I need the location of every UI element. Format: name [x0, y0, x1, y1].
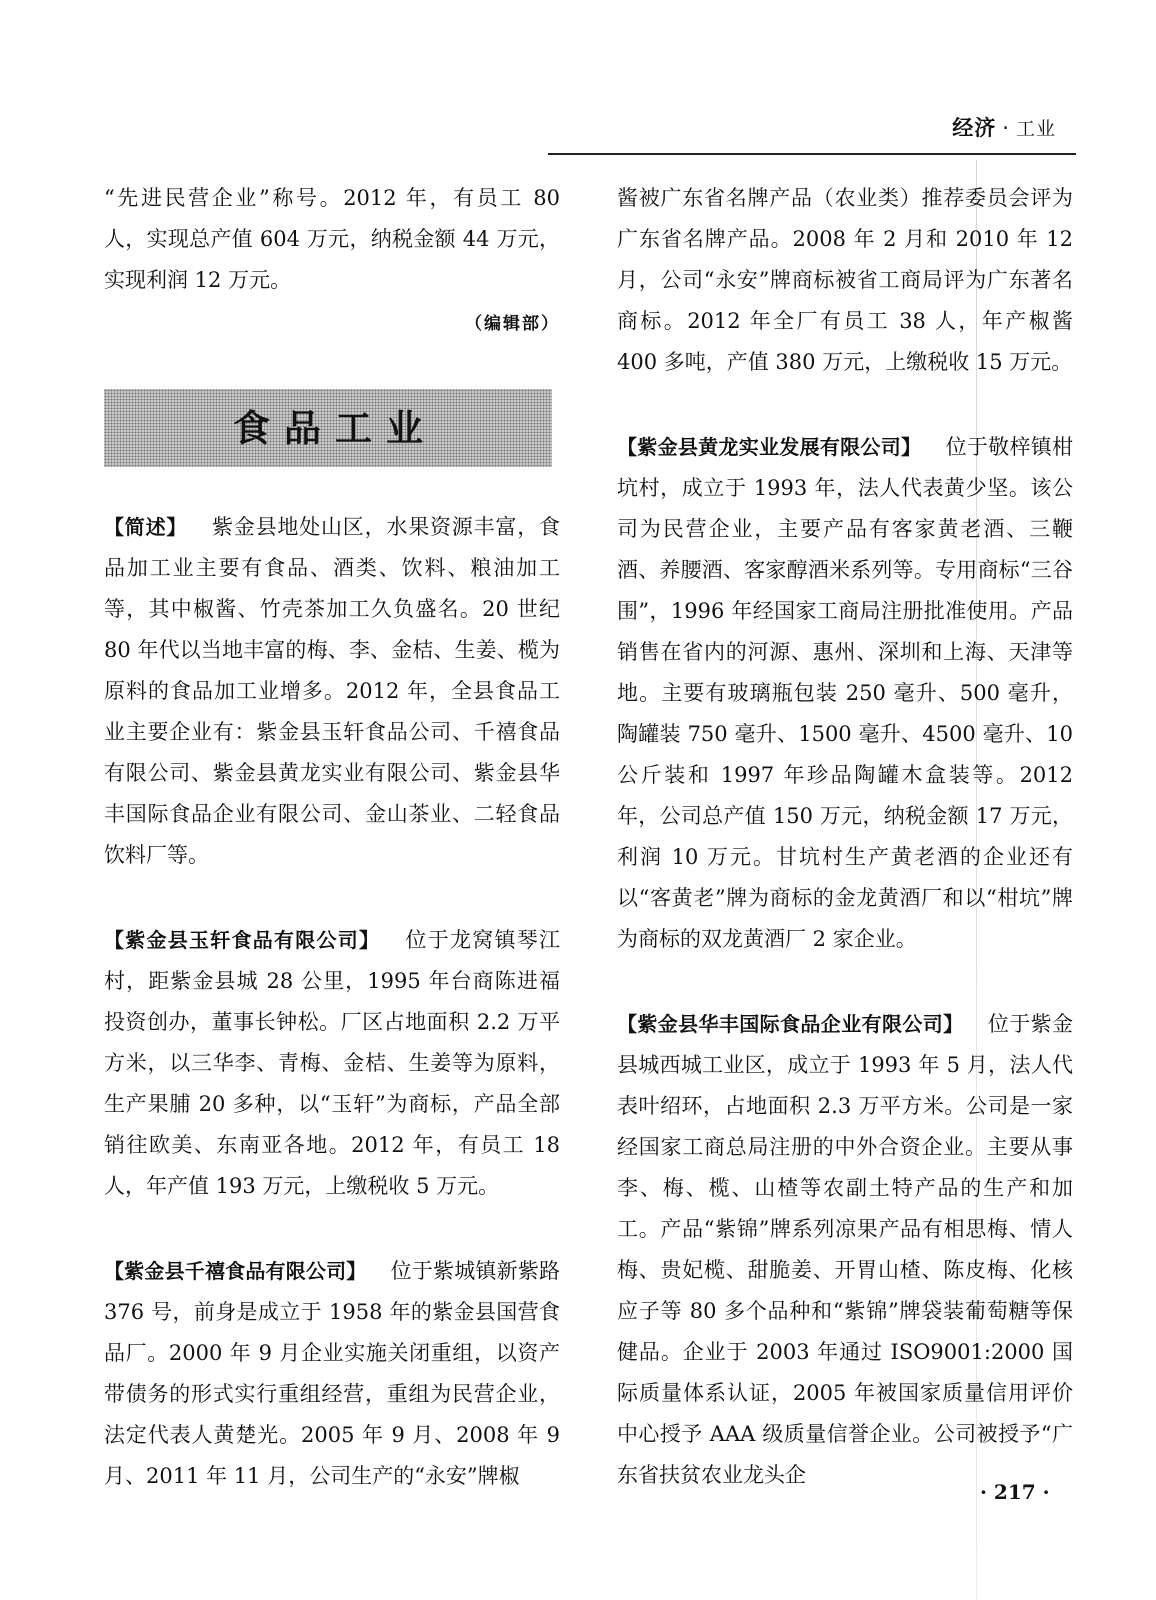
qianxi-continued: 酱被广东省名牌产品（农业类）推荐委员会评为广东省名牌产品。2008 年 2 月和 2010 年 12 月，公司“永安”牌商标被省工商局评为广东著名商标。2012 年全厂有员工 38 人，年产椒酱 400 多吨，产值 380 万元，上缴税收 15 万元。 [617, 186, 1073, 374]
running-header-dot: · [1002, 116, 1010, 140]
section-title: 食品工业 [233, 406, 437, 450]
overview-text: 紫金县地处山区，水果资源丰富，食品加工业主要有食品、酒类、饮料、粮油加工等，其中椒酱、竹壳茶加工久负盛名。20 世纪 80 年代以当地丰富的梅、李、金桔、生姜、榄为原料的食品加工业增多。2012 年，全县食品工业主要企业有：紫金县玉轩食品公司、千禧食品有限公司、紫金县黄龙实业有限公司、紫金县华丰国际食品企业有限公司、金山茶业、二轻食品饮料厂等。 [104, 515, 561, 867]
huanglong-text: 位于敬梓镇柑坑村，成立于 1993 年，法人代表黄少坚。该公司为民营企业，主要产品有客家黄老酒、三鞭酒、养腰酒、客家醇酒米系列等。专用商标“三谷围”，1996 年经国家工商局注册批准使用。产品销售在省内的河源、惠州、深圳和上海、天津等地。主要有玻璃瓶包装 250 毫升、500 毫升，陶罐装 750 毫升、1500 毫升、4500 毫升、10 公斤装和 1997 年珍品陶罐木盒装等。2012 年，公司总产值 150 万元，纳税金额 17 万元，利润 10 万元。甘坑村生产黄老酒的企业还有以“客黄老”牌为商标的金龙黄酒厂和以“柑坑”牌为商标的双龙黄酒厂 2 家企业。 [617, 435, 1074, 951]
running-header [952, 112, 1056, 142]
yuxuan-tag: 【紫金县玉轩食品有限公司】 [104, 928, 381, 952]
header-rule [548, 153, 1076, 155]
huafeng-text: 位于紫金县城西城工业区，成立于 1993 年 5 月，法人代表叶绍环，占地面积 2.3 万平方米。公司是一家经国家工商总局注册的中外合资企业。主要从事李、梅、榄、山楂等农副土特产品的生产和加工。产品“紫锦”牌系列凉果产品有相思梅、情人梅、贵妃榄、甜脆姜、开胃山楂、陈皮梅、化核应子等 80 多个品种和“紫锦”牌袋装葡萄糖等保健品。企业于 2003 年通过 ISO9001:2000 国际质量体系认证，2005 年被国家质量信用评价中心授予 AAA 级质量信誉企业。公司被授予“广东省扶贫农业龙头企 [617, 1012, 1074, 1487]
qianxi-tag: 【紫金县千禧食品有限公司】 [104, 1259, 367, 1283]
running-header-title: 经济 [952, 116, 997, 140]
huanglong-entry [617, 427, 1073, 960]
running-header-subtitle: 工业 [1015, 118, 1056, 140]
overview-entry [104, 507, 560, 876]
section-banner [104, 389, 552, 467]
editor-signature: （编辑部） [465, 314, 560, 334]
yuxuan-entry [104, 920, 560, 1207]
intro-paragraph: “先进民营企业”称号。2012 年，有员工 80 人，实现总产值 604 万元，纳税金额 44 万元，实现利润 12 万元。 [104, 186, 560, 292]
huanglong-tag: 【紫金县黄龙实业发展有限公司】 [617, 435, 922, 459]
page-number: · 217 · [980, 1480, 1050, 1504]
huafeng-entry [617, 1004, 1073, 1496]
overview-tag: 【简述】 [104, 515, 188, 539]
left-column [104, 178, 560, 1497]
huafeng-tag: 【紫金县华丰国际食品企业有限公司】 [617, 1012, 964, 1036]
qianxi-text: 位于紫城镇新紫路 376 号，前身是成立于 1958 年的紫金县国营食品厂。2000 年 9 月企业实施关闭重组，以资产带债务的形式实行重组经营，重组为民营企业，法定代表人黄楚光。2005 年 9 月、2008 年 9 月、2011 年 11 月，公司生产的“永安”牌椒 [104, 1259, 561, 1488]
qianxi-entry [104, 1251, 560, 1497]
right-column [617, 178, 1073, 1496]
yuxuan-text: 位于龙窝镇琴江村，距紫金县城 28 公里，1995 年台商陈进福投资创办，董事长钟松。厂区占地面积 2.2 万平方米，以三华李、青梅、金桔、生姜等为原料，生产果脯 20 多种，以“玉轩”为商标，产品全部销往欧美、东南亚各地。2012 年，有员工 18 人，年产值 193 万元，上缴税收 5 万元。 [104, 928, 560, 1198]
